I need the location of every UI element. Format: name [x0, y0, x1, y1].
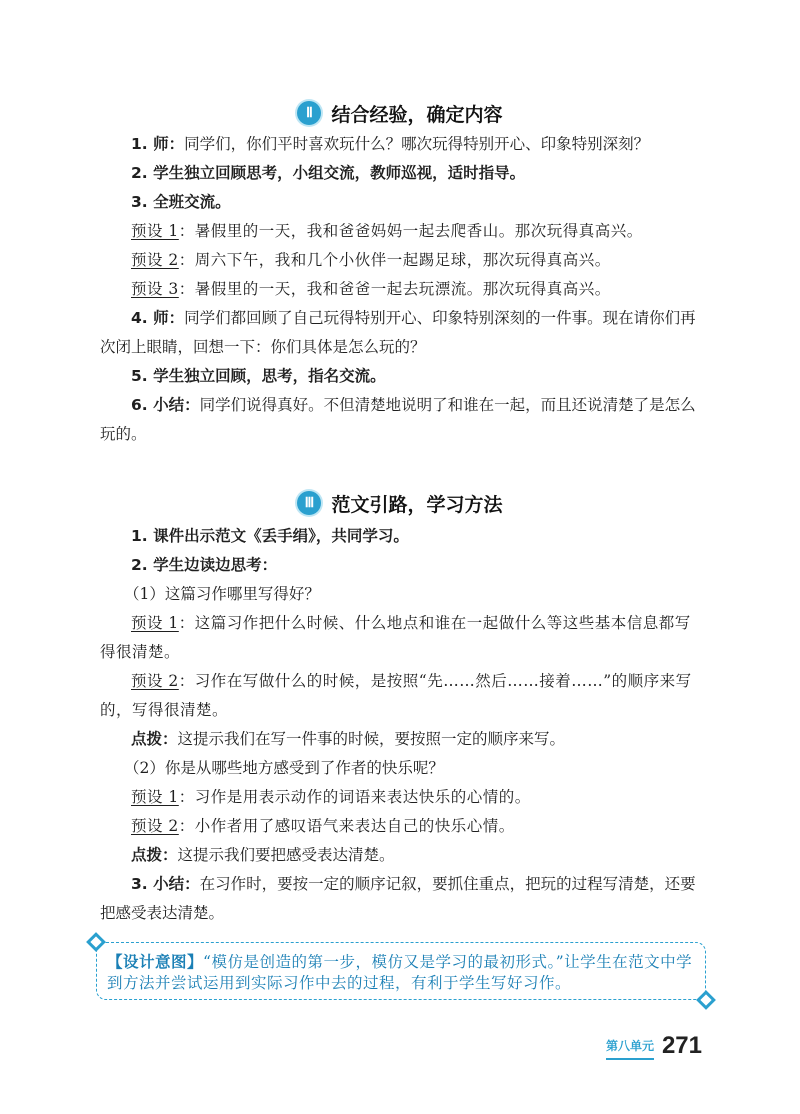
section-3-heading	[0, 485, 800, 521]
preset-item: 预设 1：习作是用表示动作的词语来表达快乐的心情的。	[131, 788, 531, 806]
paragraph: 1. 师：同学们，你们平时喜欢玩什么？哪次玩得特别开心、印象特别深刻？	[131, 135, 650, 153]
paragraph: 3. 小结：在习作时，要按一定的顺序记叙，要抓住重点，把玩的过程写清楚，还要把感受表达清楚。	[100, 875, 696, 922]
paragraph: 3. 全班交流。	[131, 193, 231, 211]
section-2-badge: Ⅱ	[297, 101, 321, 125]
paragraph: 4. 师：同学们都回顾了自己玩得特别开心、印象特别深刻的一件事。现在请你们再次闭上眼睛，回想一下：你们具体是怎么玩的？	[100, 309, 696, 356]
paragraph: 1. 课件出示范文《丢手绢》，共同学习。	[131, 527, 409, 545]
design-intent-text: 【设计意图】“模仿是创造的第一步，模仿又是学习的最初形式。”让学生在范文中学到方法并尝试运用到实际习作中去的过程，有利于学生写好习作。	[107, 952, 693, 992]
preset-item: 预设 1：暑假里的一天，我和爸爸妈妈一起去爬香山。那次玩得真高兴。	[131, 222, 643, 240]
question: （2）你是从哪些地方感受到了作者的快乐呢？	[124, 759, 444, 777]
section-3-title: 范文引路，学习方法	[331, 493, 503, 516]
design-intent-box	[96, 942, 706, 1000]
section-2-title: 结合经验，确定内容	[331, 103, 503, 126]
preset-item: 预设 3：暑假里的一天，我和爸爸一起去玩漂流。那次玩得真高兴。	[131, 280, 611, 298]
paragraph: 5. 学生独立回顾，思考，指名交流。	[131, 367, 386, 385]
section-3-body	[100, 522, 705, 928]
preset-item: 预设 2：周六下午，我和几个小伙伴一起踢足球，那次玩得真高兴。	[131, 251, 611, 269]
corner-ornament-icon	[696, 990, 716, 1010]
preset-item: 预设 2：习作在写做什么的时候，是按照“先……然后……接着……”的顺序来写的，写得很清楚。	[100, 672, 692, 719]
tip: 点拨：这提示我们在写一件事的时候，要按照一定的顺序来写。	[131, 730, 566, 748]
section-3-badge: Ⅲ	[297, 491, 321, 515]
page-number: 271	[661, 1032, 702, 1059]
corner-ornament-icon	[86, 932, 106, 952]
paragraph: 2. 学生边读边思考：	[131, 556, 278, 574]
question: （1）这篇习作哪里写得好？	[124, 585, 320, 603]
tip: 点拨：这提示我们要把感受表达清楚。	[131, 846, 395, 864]
preset-item: 预设 1：这篇习作把什么时候、什么地点和谁在一起做什么等这些基本信息都写得很清楚。	[100, 614, 691, 661]
paragraph: 2. 学生独立回顾思考，小组交流，教师巡视，适时指导。	[131, 164, 526, 182]
paragraph: 6. 小结：同学们说得真好。不但清楚地说明了和谁在一起，而且还说清楚了是怎么玩的。	[100, 396, 696, 443]
section-2-body	[100, 130, 705, 449]
page-footer	[606, 1032, 702, 1060]
unit-label: 第八单元	[606, 1037, 654, 1060]
preset-item: 预设 2：小作者用了感叹语气来表达自己的快乐心情。	[131, 817, 515, 835]
section-2-heading	[0, 95, 800, 131]
